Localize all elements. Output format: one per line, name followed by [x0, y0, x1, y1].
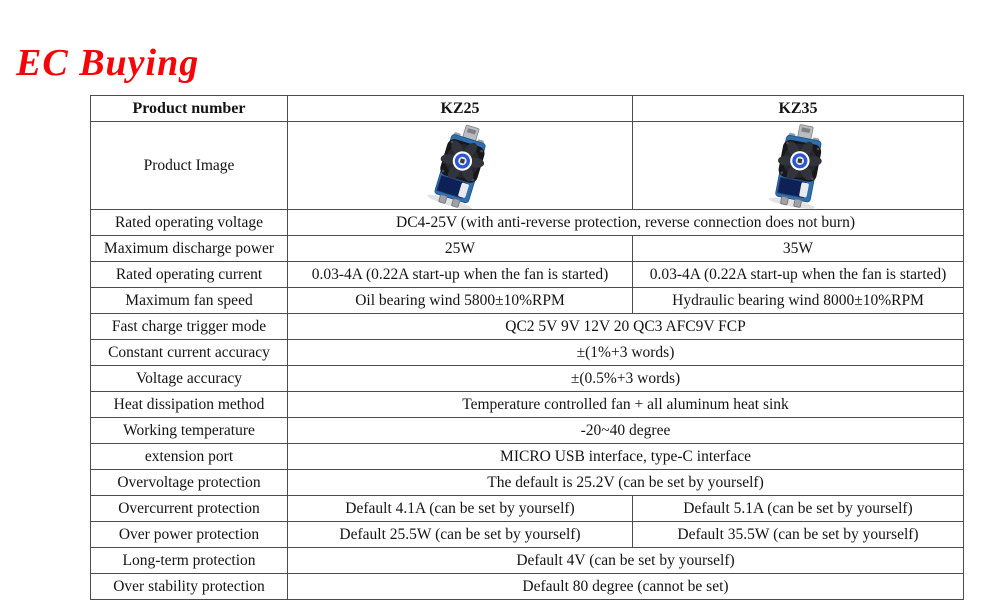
row-value-both: Default 80 degree (cannot be set) [288, 574, 964, 600]
row-value-kz25: Default 4.1A (can be set by yourself) [288, 496, 633, 522]
product-photo-kz35 [633, 122, 964, 210]
row-value-kz35: 0.03-4A (0.22A start-up when the fan is started) [633, 262, 964, 288]
row-label: Fast charge trigger mode [91, 314, 288, 340]
product-photo-kz25 [288, 122, 633, 210]
row-label: Working temperature [91, 418, 288, 444]
table-row [91, 314, 964, 340]
row-label: Long-term protection [91, 548, 288, 574]
table-row [91, 236, 964, 262]
table-row-product-image [91, 122, 964, 210]
row-value-both: QC2 5V 9V 12V 20 QC3 AFC9V FCP [288, 314, 964, 340]
table-row [91, 574, 964, 600]
row-label: Over stability protection [91, 574, 288, 600]
row-label: Maximum fan speed [91, 288, 288, 314]
row-value-kz35: Default 35.5W (can be set by yourself) [633, 522, 964, 548]
row-value-both: -20~40 degree [288, 418, 964, 444]
row-value-kz35: Default 5.1A (can be set by yourself) [633, 496, 964, 522]
row-value-both: ±(1%+3 words) [288, 340, 964, 366]
row-label: Rated operating current [91, 262, 288, 288]
row-label: Voltage accuracy [91, 366, 288, 392]
row-label: Product Image [91, 122, 288, 210]
row-label: Overcurrent protection [91, 496, 288, 522]
row-value-both: ±(0.5%+3 words) [288, 366, 964, 392]
spec-table [90, 95, 964, 600]
row-label: Constant current accuracy [91, 340, 288, 366]
row-value-kz25: Default 25.5W (can be set by yourself) [288, 522, 633, 548]
row-value-kz25: 25W [288, 236, 633, 262]
row-value-kz35: Hydraulic bearing wind 8000±10%RPM [633, 288, 964, 314]
row-label: Over power protection [91, 522, 288, 548]
table-row [91, 444, 964, 470]
row-value-kz35: 35W [633, 236, 964, 262]
usb-load-tester-icon [752, 122, 845, 210]
row-value-both: The default is 25.2V (can be set by yourself) [288, 470, 964, 496]
brand-logo: EC Buying [16, 42, 200, 84]
header-product-number: Product number [91, 96, 288, 122]
table-row [91, 210, 964, 236]
header-kz25: KZ25 [288, 96, 633, 122]
row-label: Overvoltage protection [91, 470, 288, 496]
table-row [91, 366, 964, 392]
table-row [91, 262, 964, 288]
row-value-both: MICRO USB interface, type-C interface [288, 444, 964, 470]
table-row [91, 288, 964, 314]
table-row [91, 392, 964, 418]
row-value-kz25: 0.03-4A (0.22A start-up when the fan is started) [288, 262, 633, 288]
table-row [91, 340, 964, 366]
table-row [91, 496, 964, 522]
header-kz35: KZ35 [633, 96, 964, 122]
row-value-both: Temperature controlled fan + all aluminum heat sink [288, 392, 964, 418]
usb-load-tester-icon [410, 122, 509, 210]
table-row [91, 548, 964, 574]
table-row [91, 522, 964, 548]
row-value-kz25: Oil bearing wind 5800±10%RPM [288, 288, 633, 314]
row-label: Heat dissipation method [91, 392, 288, 418]
row-label: extension port [91, 444, 288, 470]
table-row [91, 418, 964, 444]
row-label: Rated operating voltage [91, 210, 288, 236]
table-row [91, 470, 964, 496]
table-header-row [91, 96, 964, 122]
row-label: Maximum discharge power [91, 236, 288, 262]
row-value-both: Default 4V (can be set by yourself) [288, 548, 964, 574]
row-value-both: DC4-25V (with anti-reverse protection, reverse connection does not burn) [288, 210, 964, 236]
